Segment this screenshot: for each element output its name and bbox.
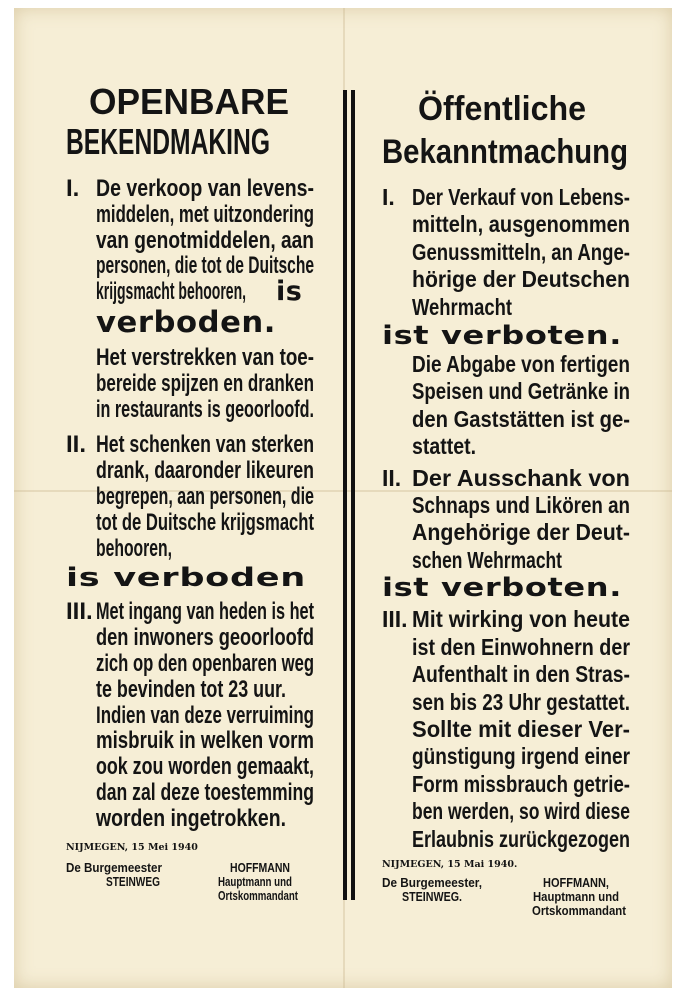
text-line [66,371,316,397]
text-line [66,345,316,371]
signature-commander [218,861,318,903]
line-text: Der Verkauf von Lebens- [412,184,630,210]
line-text: HOFFMANN, [543,874,609,890]
text-line [382,433,632,460]
line-text: Öffentliche [418,90,587,128]
text-line [382,634,632,661]
line-text: Ortskommandant [532,902,626,918]
signature-commander [532,876,632,918]
text-line [382,798,632,825]
title-line [66,82,316,122]
text-line [382,378,632,405]
line-text: Erlaubnis zurückgezogen [412,825,630,852]
line-text: bereide spijzen en dranken [96,369,314,397]
emphasis-ist-verboten [382,321,632,351]
signature-mayor [382,876,493,904]
line-text: Speisen und Getränke in [412,378,630,405]
line-text: personen, die tot de Duitsche [96,252,314,280]
line-text: hörige der Deutschen [412,266,630,293]
line-text: begrepen, aan personen, die [96,482,314,510]
line-text: den Gaststätten ist ge- [412,405,630,432]
title-line [382,131,632,174]
text-line [382,689,632,716]
line-text: Form missbrauch getrie- [412,770,630,797]
text-line [66,780,316,806]
german-column [382,88,632,926]
section-number: III. [382,606,408,633]
line-text: Schnaps und Likören an [412,492,630,519]
line-text: De Burgemeester, [382,874,482,890]
text-line [66,599,316,625]
line-text: De Burgemeester [66,859,162,875]
text-line [66,458,316,484]
line-text: drank, daaronder likeuren [96,457,314,485]
line-text: STEINWEG. [402,888,462,904]
line-text: Bekanntmachung [382,133,628,171]
text-line [382,519,632,546]
german-section-1 [382,184,632,461]
text-line [66,176,316,202]
text-line [382,351,632,378]
text-line [382,465,632,492]
line-text: Sollte mit dieser Ver- [412,715,630,742]
dutch-section-2 [66,432,316,595]
text-line [66,536,316,562]
line-text: behooren, [96,534,172,562]
text-line [382,826,632,853]
line-text: Ortskommandant [218,887,298,903]
line-text: Hauptmann und [532,888,619,904]
line-text: Het schenken van sterken [96,431,314,459]
line-text: Genussmitteln, an Ange- [412,238,630,265]
dutch-section-1 [66,176,316,422]
line-text: Met ingang van heden is het [96,598,314,626]
text-line [66,397,316,423]
emphasis-is: is [276,276,303,308]
text-line [66,510,316,536]
line-text: in restaurants is geoorloofd. [96,395,314,423]
text-line [382,294,632,321]
text-line [66,484,316,510]
text-line [382,266,632,293]
line-text: misbruik in welken vorm [96,727,314,755]
text-line [66,432,316,458]
line-text: HOFFMANN [229,859,290,875]
line-text: verboden. [96,304,276,339]
emphasis-verboden [66,305,316,339]
line-text: stattet. [412,433,476,460]
line-text: günstigung irgend einer [412,743,630,770]
line-text: zich op den openbaren weg [96,649,314,677]
line-text: Mit wirking von heute [412,606,630,633]
line-text: ist den Einwohnern der [412,633,630,660]
section-number: I. [66,175,80,202]
line-text: Der Ausschank von [412,464,630,491]
line-text: schen Wehrmacht [412,546,562,573]
text-line [382,211,632,238]
text-line [66,677,316,703]
line-text: krijgsmacht behooren, [96,278,246,306]
line-text: Die Abgabe von fertigen [412,351,630,378]
line-text: Hauptmann und [218,873,292,889]
line-text: Indien van deze verruiming [96,701,314,729]
emphasis-is-verboden [66,561,316,595]
section-number: II. [382,464,402,491]
line-text: tot de Duitsche krijgsmacht [96,508,314,536]
divider-line-right [351,90,355,900]
text-line [382,239,632,266]
signatures [66,861,316,911]
german-section-3 [382,606,632,853]
text-line [66,276,316,308]
signatures [382,876,632,926]
text-line [66,625,316,651]
line-text: BEKENDMAKING [66,121,270,162]
text-line [382,661,632,688]
line-text: Wehrmacht [412,293,512,320]
text-line [382,547,632,574]
german-title [382,88,632,174]
section-number: I. [382,184,395,210]
german-section-2 [382,465,632,603]
line-text: OPENBARE [88,81,289,122]
line-text: dan zal deze toestemming [96,778,314,806]
line-text: STEINWEG [106,873,160,889]
dutch-title [66,82,316,162]
line-text: Het verstrekken van toe- [96,343,314,371]
text-line [382,492,632,519]
text-line [66,703,316,729]
signature-mayor [66,861,175,889]
text-line [382,743,632,770]
line-text: sen bis 23 Uhr gestattet. [412,688,630,715]
text-line [66,754,316,780]
text-line [382,406,632,433]
line-text: te bevinden tot 23 uur. [96,675,286,703]
line-text: ook zou worden gemaakt, [96,753,314,781]
text-line [66,728,316,754]
date-line: NIJMEGEN, 15 Mei 1940 [66,841,198,853]
dutch-section-3 [66,599,316,831]
text-line [382,716,632,743]
line-text: van genotmiddelen, aan [96,226,314,254]
text-line [66,202,316,228]
line-text: ist verboten. [382,321,622,352]
line-text: Angehörige der Deut- [412,519,630,546]
text-line [66,651,316,677]
title-line [382,88,632,131]
dutch-column [66,82,316,911]
line-text: worden ingetrokken. [96,804,286,832]
line-text: ist verboten. [382,573,622,604]
text-line [382,771,632,798]
date-line: NIJMEGEN, 15 Mai 1940. [382,858,518,870]
line-text: is verboden [66,563,306,594]
emphasis-ist-verboten [382,574,632,602]
text-line [382,184,632,211]
line-text: Aufenthalt in den Stras- [412,661,630,688]
line-text: den inwoners geoorloofd [96,624,314,652]
section-number: II. [66,431,87,459]
line-text: ben werden, so wird diese [412,798,630,825]
text-line [66,228,316,254]
text-line [66,806,316,832]
line-text: De verkoop van levens- [96,175,314,202]
text-line [382,606,632,633]
section-number: III. [66,598,93,626]
title-line [66,122,316,162]
line-text: mitteln, ausgenommen [412,211,630,238]
line-text: middelen, met uitzondering [96,200,314,228]
